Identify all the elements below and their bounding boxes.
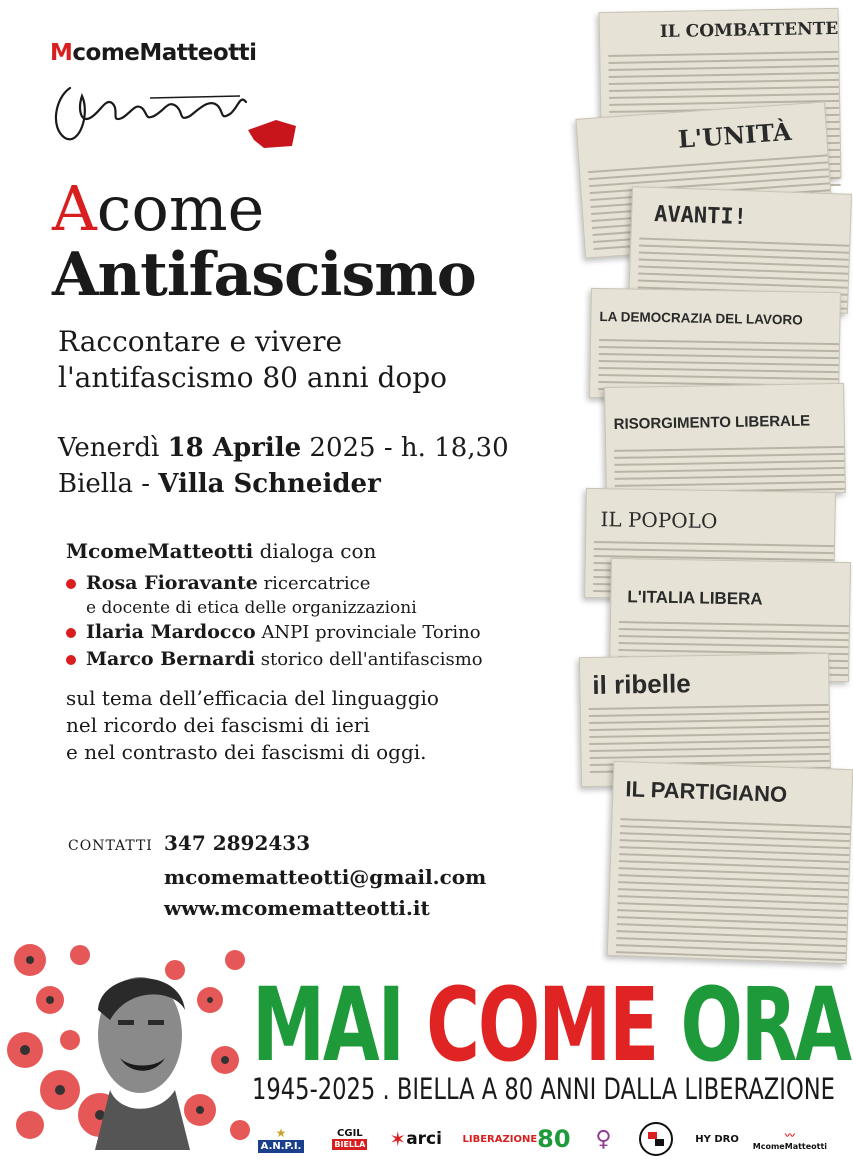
mcomematteotti-logo [50, 40, 310, 150]
arci-logo: ✶ arci [389, 1127, 442, 1151]
women-symbol-icon: ♀ [595, 1126, 612, 1152]
bullet-icon [66, 655, 76, 665]
newspaper-risorgimento: RISORGIMENTO LIBERALE [604, 383, 846, 497]
title-red-initial: A [52, 172, 97, 245]
antifascist-flag-icon [638, 1121, 674, 1157]
liberazione-80-logo: LIBERAZIONE 80 [462, 1125, 571, 1153]
signature-icon [50, 68, 300, 148]
event-venue: Biella - Villa Schneider [58, 469, 381, 499]
newspaper-collage [560, 0, 839, 960]
newspaper-unita: L'UNITÀ [575, 101, 834, 258]
logo-come: come [72, 40, 140, 66]
title-come: come [96, 172, 265, 245]
speakers-list [66, 570, 586, 673]
logo-wordmark [50, 40, 310, 66]
contact-website[interactable]: www.mcomematteotti.it [164, 896, 430, 920]
contacts-label: CONTATTI [68, 838, 153, 854]
headline-come: COME [426, 966, 658, 1085]
newspaper-avanti: AVANTI! [628, 186, 852, 314]
contact-email[interactable]: mcomematteotti@gmail.com [164, 865, 487, 889]
dialog-intro: McomeMatteotti dialoga con [66, 539, 377, 563]
newspaper-italia-libera: L'ITALIA LIBERA [609, 558, 851, 682]
newspaper-democrazia: LA DEMOCRAZIA DEL LAVORO [589, 288, 841, 402]
title-line-1 [52, 172, 476, 245]
anpi-logo: ★ A.N.P.I. [250, 1121, 312, 1157]
theme-text: sul tema dell’efficacia del linguaggio nel ricordo dei fascismi di ieri e nel contrasto dei fascismi di oggi. [66, 686, 439, 764]
event-subtitle [58, 324, 578, 396]
newspaper-il-popolo: IL POPOLO [584, 488, 836, 602]
poppies-portrait-illustration [10, 940, 250, 1150]
mcomematteotti-small-logo: 〰 McomeMatteotti [760, 1121, 820, 1157]
sound-waves-icon: 〰 [784, 1131, 795, 1142]
event-date: Venerdì 18 Aprile 2025 - h. 18,30 [58, 433, 509, 463]
anpi-star-icon: ★ [275, 1125, 287, 1140]
campaign-tagline: 1945-2025 . BIELLA A 80 ANNI DALLA LIBERAZIONE [252, 1072, 835, 1106]
newspaper-il-partigiano: IL PARTIGIANO [607, 761, 853, 964]
logo-prefix: M [50, 40, 73, 66]
subtitle-line-2: l'antifascismo 80 anni dopo [58, 361, 448, 394]
logo-matteotti: Matteotti [139, 40, 257, 66]
bullet-icon [66, 579, 76, 589]
event-title [52, 172, 476, 310]
speaker-item: Rosa Fioravante ricercatrice e docente di etica delle organizzazioni [66, 570, 586, 619]
newspaper-il-combattente: IL COMBATTENTE [599, 8, 842, 182]
headline-mai: MAI [252, 966, 403, 1085]
event-date-venue [58, 430, 509, 502]
sponsor-logos [250, 1118, 828, 1160]
newspaper-il-ribelle: il ribelle [579, 653, 831, 787]
cgil-logo: CGIL BIELLA [334, 1128, 366, 1149]
dialog-section [66, 536, 586, 766]
arci-star-icon: ✶ [389, 1127, 407, 1151]
subtitle-line-1: Raccontare e vivere [58, 325, 343, 358]
campaign-headline [252, 966, 850, 1085]
speaker-item: Marco Bernardi storico dell'antifascismo [66, 646, 586, 673]
title-line-2: Antifascismo [52, 240, 476, 310]
speaker-item: Ilaria Mardocco ANPI provinciale Torino [66, 619, 586, 646]
contacts-block [68, 828, 486, 924]
headline-ora: ORA [680, 966, 850, 1085]
hydro-logo: HY DRO [695, 1133, 739, 1145]
bullet-icon [66, 628, 76, 638]
contact-phone[interactable]: 347 2892433 [164, 831, 311, 855]
